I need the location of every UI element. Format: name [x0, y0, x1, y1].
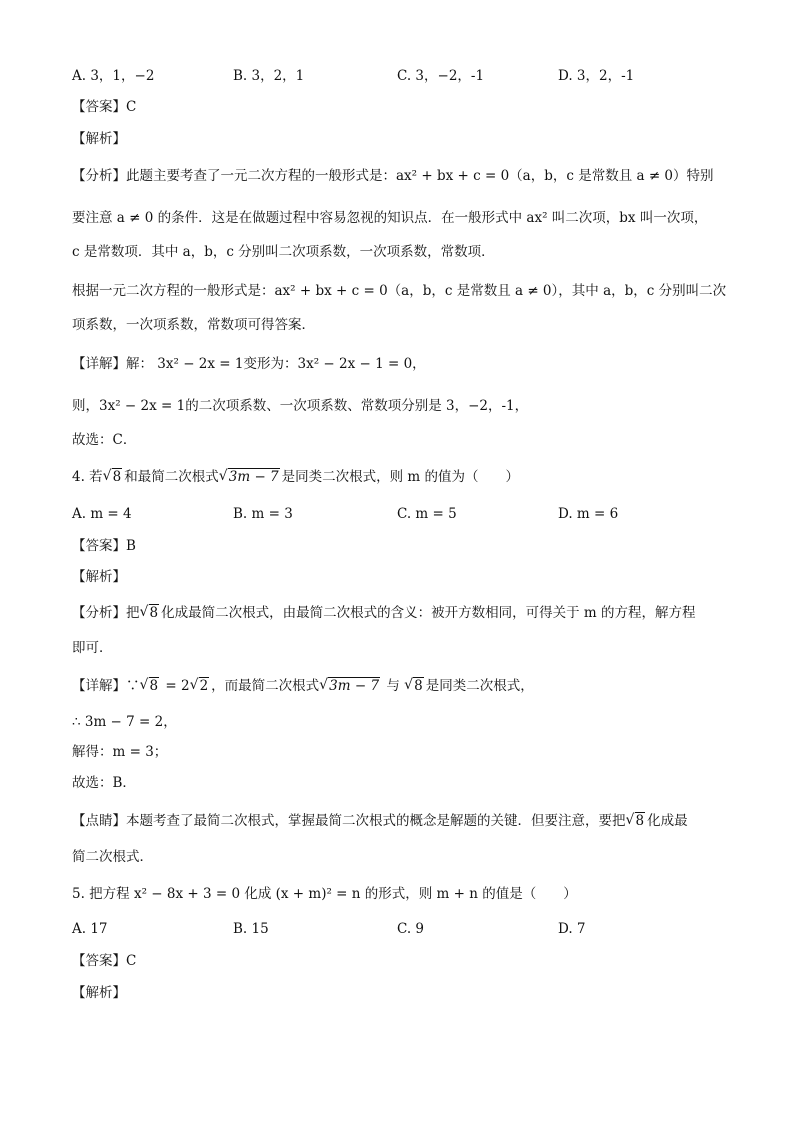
q3-fenxi-line-3: c 是常数项．其中 a，b，c 分别叫二次项系数，一次项系数，常数项． [72, 244, 495, 260]
q4-dianjing-radical: √ 8 [626, 811, 646, 831]
q4-option-a: A. m = 4 [72, 506, 132, 522]
q4-stem-post: 是同类二次根式，则 m 的值为（ ） [281, 469, 520, 485]
q4-detail-pre: 【详解】∵ [72, 678, 140, 694]
q3-fenxi-line-5: 项系数，一次项系数，常数项可得答案． [72, 317, 315, 333]
q4-detail-and: 与 [382, 678, 405, 694]
q4-detail-mid: ，而最简二次根式 [211, 678, 320, 694]
q3-fenxi-line-4: 根据一元二次方程的一般形式是：ax² + bx + c = 0（a，b，c 是常数且 a ≠ 0），其中 a，b，c 分别叫二次 [72, 283, 727, 299]
q3-option-b: B. 3，2，1 [233, 68, 305, 84]
q4-stem-radical-1: √ 8 [103, 467, 123, 487]
q5-stem: 5. 把方程 x² − 8x + 3 = 0 化成 (x + m)² = n 的形式，则 m + n 的值是（ ） [72, 886, 577, 902]
q3-option-d: D. 3，2，-1 [558, 68, 635, 84]
q4-option-b: B. m = 3 [233, 506, 293, 522]
q4-dianjing-line-1 [72, 811, 734, 831]
q3-fenxi-line-1: 【分析】此题主要考查了一元二次方程的一般形式是：ax² + bx + c = 0（a，b，c 是常数且 a ≠ 0）特别 [72, 168, 714, 184]
q4-fenxi-line-1 [72, 603, 734, 623]
q4-answer: 【答案】B [72, 538, 136, 554]
q4-choose: 故选：B． [72, 775, 136, 791]
q3-answer: 【答案】C [72, 99, 137, 115]
q3-detail-line-2: 则，3x² − 2x = 1的二次项系数、一次项系数、常数项分别是 3，−2，-1， [72, 398, 529, 414]
q4-step-1: ∴ 3m − 7 = 2， [72, 714, 177, 730]
q4-option-d: D. m = 6 [558, 506, 619, 522]
q4-detail-radical-4: √ 8 [404, 676, 424, 696]
q3-fenxi-line-2: 要注意 a ≠ 0 的条件．这是在做题过程中容易忽视的知识点．在一般形式中 ax² 叫二次项，bx 叫一次项， [72, 210, 708, 226]
q3-choose: 故选：C． [72, 432, 137, 448]
q5-option-d: D. 7 [558, 921, 586, 937]
q4-step-2: 解得：m = 3； [72, 744, 168, 760]
q5-option-c: C. 9 [397, 921, 425, 937]
q4-detail-eq: = 2 [161, 678, 190, 694]
q4-dianjing-line-2: 简二次根式． [72, 849, 153, 865]
q4-detail-post: 是同类二次根式， [425, 678, 534, 694]
q4-option-c: C. m = 5 [397, 506, 457, 522]
q4-fenxi-line-2: 即可． [72, 640, 113, 656]
q4-dianjing-post: 化成最 [647, 813, 688, 829]
q4-fenxi-radical: √ 8 [140, 603, 160, 623]
q4-detail-radical-3: √ 3m − 7 [319, 676, 380, 696]
q3-option-c: C. 3，−2，-1 [397, 68, 485, 84]
q4-stem [72, 467, 734, 487]
q5-answer: 【答案】C [72, 953, 137, 969]
q5-option-b: B. 15 [233, 921, 269, 937]
q5-option-a: A. 17 [72, 921, 108, 937]
q4-dianjing-pre: 【点睛】本题考查了最简二次根式，掌握最简二次根式的概念是解题的关键．但要注意，要把 [72, 813, 626, 829]
q4-fenxi-post: 化成最简二次根式，由最简二次根式的含义：被开方数相同，可得关于 m 的方程，解方程 [161, 605, 696, 621]
q4-detail-radical-2: √ 2 [190, 676, 210, 696]
q4-stem-mid: 和最简二次根式 [124, 469, 219, 485]
q4-stem-radical-2: √ 3m − 7 [219, 467, 280, 487]
q4-fenxi-pre: 【分析】把 [72, 605, 140, 621]
q4-analysis-label: 【解析】 [72, 569, 126, 585]
q3-option-a: A. 3，1，−2 [72, 68, 155, 84]
q4-detail-radical-1: √ 8 [140, 676, 160, 696]
q5-analysis-label: 【解析】 [72, 985, 126, 1001]
q3-analysis-label: 【解析】 [72, 131, 126, 147]
q4-stem-pre: 4. 若 [72, 469, 103, 485]
q3-detail-line-1: 【详解】解： 3x² − 2x = 1变形为：3x² − 2x − 1 = 0， [72, 356, 426, 372]
q4-detail-line-1 [72, 676, 734, 696]
